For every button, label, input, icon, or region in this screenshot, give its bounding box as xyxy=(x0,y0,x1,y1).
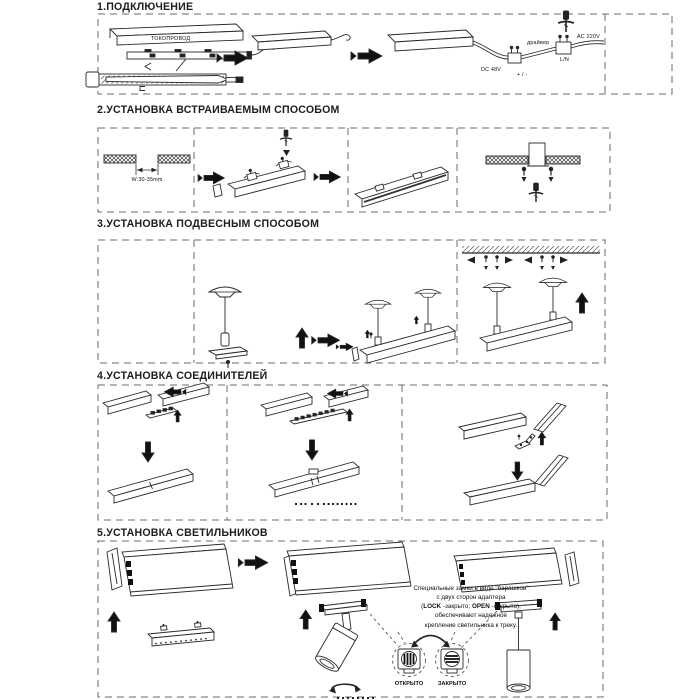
straight-joint-exploded xyxy=(103,383,209,503)
lock-note-line: (LOCK -закрыто; OPEN -открыто), xyxy=(421,603,521,611)
section1-connection-diagram xyxy=(86,11,604,91)
section4-connectors-diagram xyxy=(103,383,568,505)
cutout-width-label: W:30-35mm xyxy=(131,177,163,183)
up-arrow-icon xyxy=(300,610,311,629)
linear-luminaire xyxy=(148,621,214,646)
continuation-dots xyxy=(295,503,357,505)
busbar-strip xyxy=(127,46,274,71)
flow-arrow-icon xyxy=(198,172,224,184)
conductor-rod-assembly xyxy=(86,72,243,91)
suspended-track-assembly xyxy=(336,289,455,363)
flow-arrow-icon xyxy=(351,49,382,63)
up-arrow-icon xyxy=(576,293,588,313)
end-cap xyxy=(565,552,579,586)
section-5-title: 5.УСТАНОВКА СВЕТИЛЬНИКОВ xyxy=(97,527,268,539)
ac-voltage-label: AC 220V xyxy=(577,33,600,40)
section3-suspended-mount-diagram xyxy=(209,246,600,368)
anchor-detail xyxy=(524,256,568,270)
lock-note-line: Специальные замки в виде "барашков" xyxy=(413,585,529,592)
screwdriver-icon xyxy=(529,183,543,202)
spot-luminaire xyxy=(313,599,367,674)
rotate-lock-arrow-icon xyxy=(411,636,450,648)
long-connector xyxy=(290,409,347,424)
lock-note xyxy=(379,584,563,630)
straight-joint-long-connector xyxy=(261,386,368,505)
polarity-label: + / - xyxy=(517,72,528,78)
dc-voltage-label: DC 48V xyxy=(481,67,502,73)
track-section xyxy=(122,544,233,596)
flow-arrow-icon xyxy=(312,334,340,347)
end-cap xyxy=(107,548,122,590)
rotate-indicator-icon xyxy=(329,684,361,693)
section-3-title: 3.УСТАНОВКА ПОДВЕСНЫМ СПОСОБОМ xyxy=(97,218,320,230)
section-4-title: 4.УСТАНОВКА СОЕДИНИТЕЛЕЙ xyxy=(97,370,268,382)
corner-connector xyxy=(515,434,535,449)
busbar-label: ТОКОПРОВОД xyxy=(151,36,191,42)
section2-recessed-mount-diagram xyxy=(104,130,580,207)
section-1-title: 1.ПОДКЛЮЧЕНИЕ xyxy=(97,1,194,13)
driver-box xyxy=(556,35,571,54)
wing-lock-closed-detail xyxy=(436,644,469,677)
screwdriver-icon xyxy=(280,130,292,146)
open-state-label: ОТКРЫТО xyxy=(394,681,424,687)
driver-label: драйвер xyxy=(527,40,550,46)
anchor-detail xyxy=(467,256,513,270)
dc-terminal xyxy=(508,46,521,63)
lock-note-line: с двух сторон адаптера xyxy=(436,594,506,602)
straight-connector xyxy=(146,407,177,418)
recessed-cross-section xyxy=(486,143,580,202)
ceiling-mounted-result xyxy=(462,246,600,351)
ceiling-cutout-hatch xyxy=(104,155,190,175)
suspension-kit xyxy=(209,287,247,368)
track-with-spring-clips xyxy=(213,130,305,197)
track-clips-installed xyxy=(355,167,448,207)
flow-arrow-icon xyxy=(238,556,267,569)
up-arrow-icon xyxy=(108,612,120,632)
lock-note-line: крепление светильника к треку. xyxy=(424,621,518,629)
ln-label: L/N xyxy=(560,57,569,63)
lock-note-line: обеспечивают надежное xyxy=(435,612,507,620)
up-arrow-icon xyxy=(296,328,308,348)
corner-joint xyxy=(459,403,568,505)
closed-state-label: ЗАКРЫТО xyxy=(437,681,467,687)
continuation-dots xyxy=(337,697,374,699)
flow-arrow-icon xyxy=(314,171,340,183)
wing-lock-open-detail xyxy=(393,644,426,677)
wiring-to-driver xyxy=(388,11,604,63)
section-2-title: 2.УСТАНОВКА ВСТРАИВАЕМЫМ СПОСОБОМ xyxy=(97,104,340,116)
track-with-lead xyxy=(252,31,350,50)
